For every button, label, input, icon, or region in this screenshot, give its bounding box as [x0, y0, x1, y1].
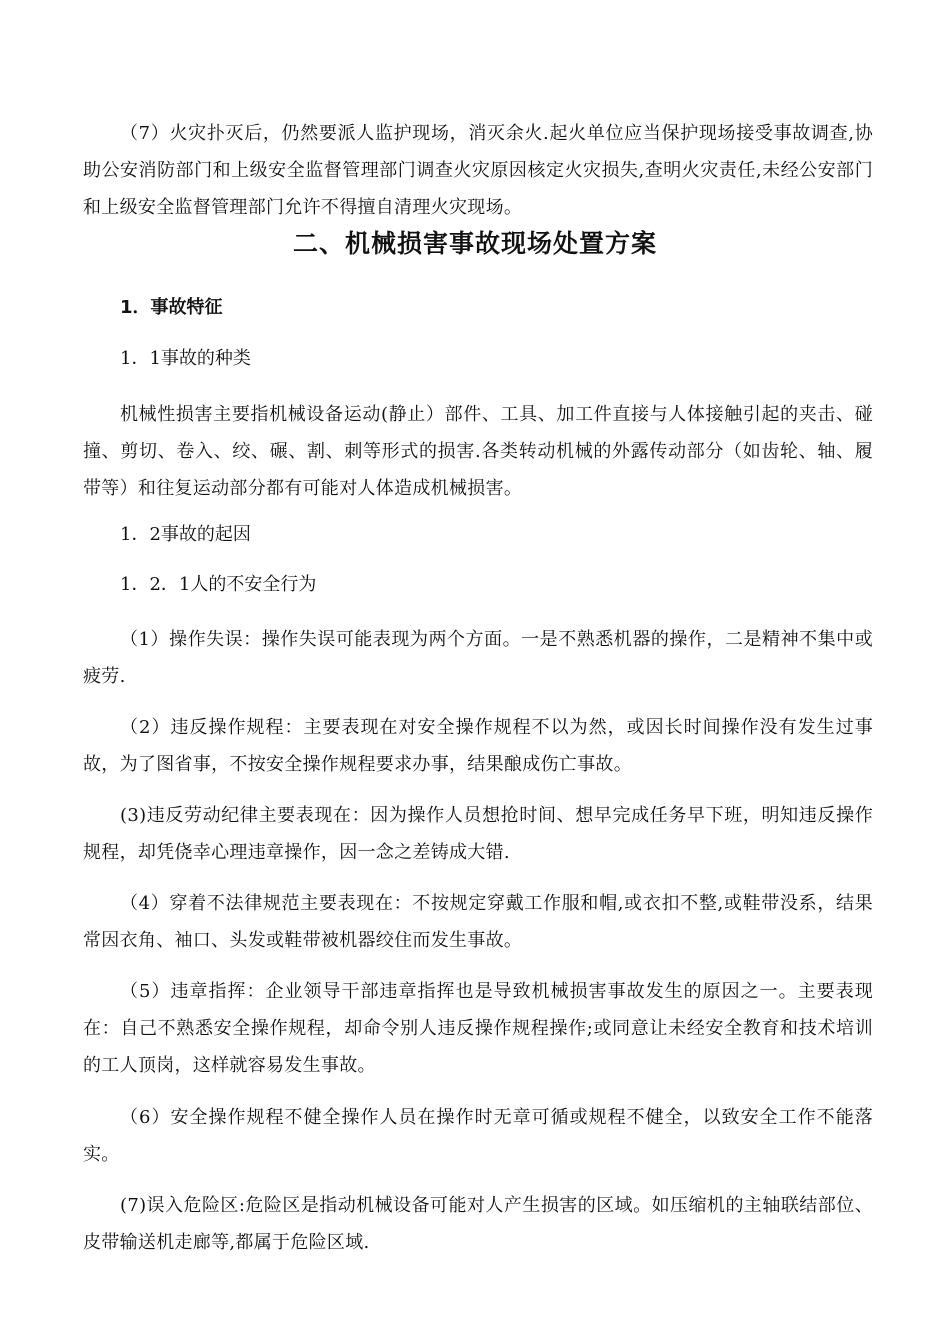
- heading-unsafe-behavior: 1．2．1人的不安全行为: [120, 574, 317, 595]
- paragraph-cause-5: （5）违章指挥：企业领导干部违章指挥也是导致机械损害事故发生的原因之一。主要表现在：自己不熟悉安全操作规程，却命令别人违反操作规程操作;或同意让未经安全教育和技术培训的工人顶岗，这样就容易发生事故。: [83, 981, 873, 1076]
- paragraph-cause-2: （2）违反操作规程：主要表现在对安全操作规程不以为然，或因长时间操作没有发生过事故，为了图省事，不按安全操作规程要求办事，结果酿成伤亡事故。: [83, 717, 873, 775]
- paragraph-cause-4: （4）穿着不法律规范主要表现在：不按规定穿戴工作服和帽,或衣扣不整,或鞋带没系，结果常因衣角、袖口、头发或鞋带被机器绞住而发生事故。: [83, 893, 873, 951]
- heading-accident-features: 1．事故特征: [120, 297, 223, 318]
- paragraph-cause-6: （6）安全操作规程不健全操作人员在操作时无章可循或规程不健全，以致安全工作不能落实。: [83, 1107, 873, 1165]
- paragraph-cause-7: (7)误入危险区:危险区是指动机械设备可能对人产生损害的区域。如压缩机的主轴联结部位、皮带输送机走廊等,都属于危险区域.: [83, 1195, 873, 1253]
- paragraph-fire-step-7: （7）火灾扑灭后，仍然要派人监护现场，消灭余火.起火单位应当保护现场接受事故调查,协助公安消防部门和上级安全监督管理部门调查火灾原因核定火灾损失,查明火灾责任,未经公安部门和上级安全监督管理部门允许不得擅自清理火灾现场。: [83, 123, 873, 218]
- section-title: 二、机械损害事故现场处置方案: [292, 229, 657, 258]
- paragraph-cause-3: (3)违反劳动纪律主要表现在：因为操作人员想抢时间、想早完成任务早下班，明知违反操作规程，却凭侥幸心理违章操作，因一念之差铸成大错.: [83, 805, 873, 863]
- paragraph-accident-types: 机械性损害主要指机械设备运动(静止）部件、工具、加工件直接与人体接触引起的夹击、碰撞、剪切、卷入、绞、碾、割、刺等形式的损害.各类转动机械的外露传动部分（如齿轮、轴、履带等）和往复运动部分都有可能对人体造成机械损害。: [83, 404, 873, 499]
- heading-accident-causes: 1．2事故的起因: [120, 524, 251, 545]
- paragraph-cause-1: （1）操作失误：操作失误可能表现为两个方面。一是不熟悉机器的操作，二是精神不集中或疲劳.: [83, 629, 873, 687]
- heading-accident-types: 1．1事故的种类: [120, 348, 251, 369]
